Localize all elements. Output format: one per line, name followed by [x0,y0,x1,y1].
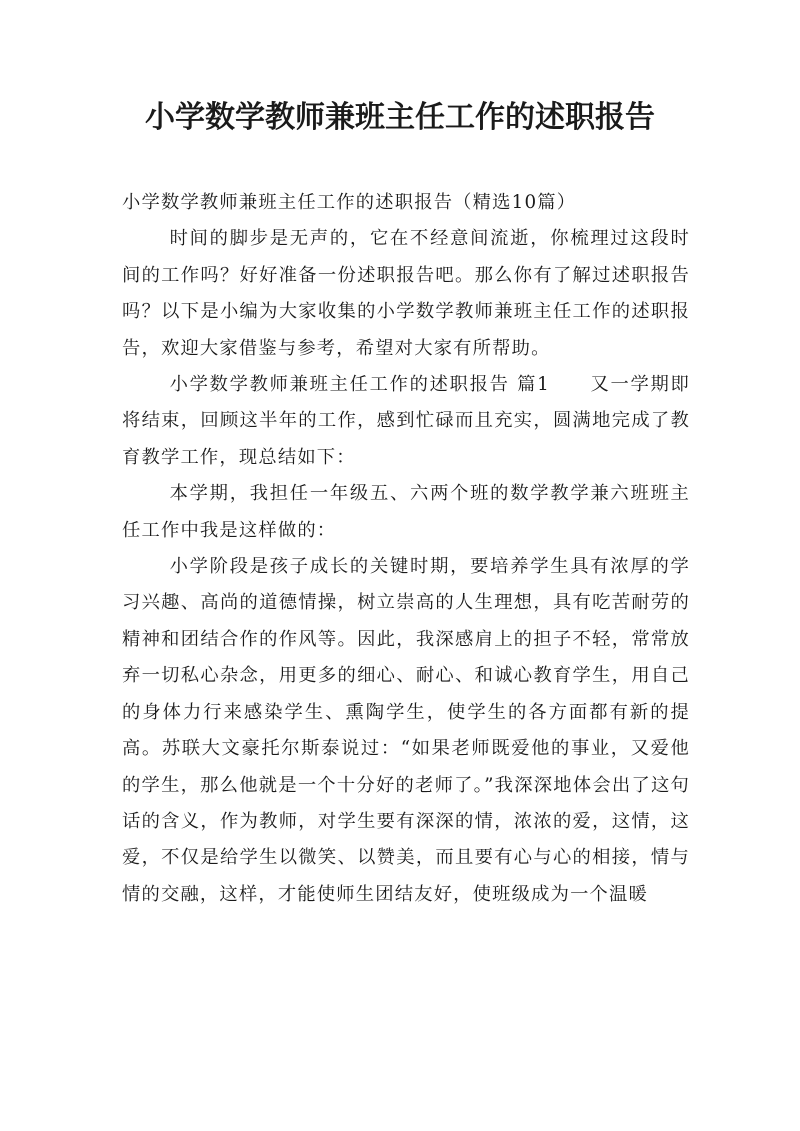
paragraph-section-1-heading: 小学数学教师兼班主任工作的述职报告 篇1 又一学期即将结束，回顾这半年的工作，感到忙碌而且充实，圆满地完成了教育教学工作，现总结如下： [122,374,690,468]
paragraph-subtitle: 小学数学教师兼班主任工作的述职报告（精选10篇） [122,192,577,213]
paragraph-intro: 时间的脚步是无声的，它在不经意间流逝，你梳理过这段时间的工作吗？好好准备一份述职报告吧。那么你有了解过述职报告吗？以下是小编为大家收集的小学数学教师兼班主任工作的述职报告，欢迎大家借鉴与参考，希望对大家有所帮助。 [122,228,690,359]
paragraph-reflection: 小学阶段是孩子成长的关键时期，要培养学生具有浓厚的学习兴趣、高尚的道德情操，树立崇高的人生理想，具有吃苦耐劳的精神和团结合作的作风等。因此，我深感肩上的担子不轻，常常放弃一切私心杂念，用更多的细心、耐心、和诚心教育学生，用自己的身体力行来感染学生、熏陶学生，使学生的各方面都有新的提高。苏联大文豪托尔斯泰说过：“如果老师既爱他的事业，又爱他的学生，那么他就是一个十分好的老师了。”我深深地体会出了这句话的含义，作为教师，对学生要有深深的情，浓浓的爱，这情，这爱，不仅是给学生以微笑、以赞美，而且要有心与心的相接，情与情的交融，这样，才能使师生团结友好，使班级成为一个温暖 [122,556,690,905]
document-body [122,185,690,913]
document-title: 小学数学教师兼班主任工作的述职报告 [145,100,655,135]
paragraph-duties: 本学期，我担任一年级五、六两个班的数学教学兼六班班主任工作中我是这样做的： [122,483,690,541]
